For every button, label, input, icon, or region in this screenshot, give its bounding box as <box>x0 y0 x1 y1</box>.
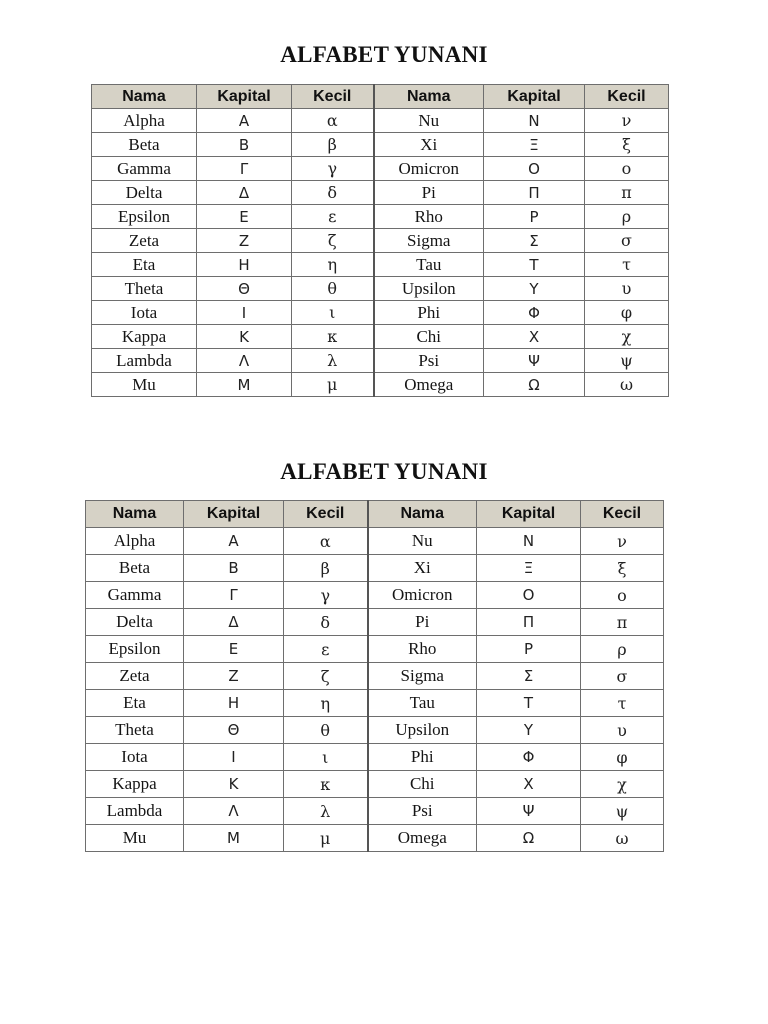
lowercase-letter: ρ <box>581 636 664 663</box>
lowercase-letter: ο <box>585 157 669 181</box>
capital-letter: Ε <box>197 205 292 229</box>
letter-name: Theta <box>86 717 184 744</box>
capital-letter: Ψ <box>484 349 585 373</box>
letter-name: Sigma <box>374 229 484 253</box>
letter-name: Nu <box>368 528 477 555</box>
letter-name: Gamma <box>92 157 197 181</box>
letter-name: Beta <box>86 555 184 582</box>
capital-letter: Β <box>184 555 284 582</box>
capital-letter: Π <box>484 181 585 205</box>
lowercase-letter: η <box>284 690 368 717</box>
column-header-name: Nama <box>368 501 477 528</box>
table-row <box>86 636 664 663</box>
capital-letter: Ι <box>184 744 284 771</box>
lowercase-letter: δ <box>292 181 374 205</box>
capital-letter: Λ <box>197 349 292 373</box>
letter-name: Chi <box>374 325 484 349</box>
table-row <box>86 717 664 744</box>
capital-letter: Ω <box>484 373 585 397</box>
letter-name: Pi <box>374 181 484 205</box>
lowercase-letter: ψ <box>585 349 669 373</box>
document-title: ALFABET YUNANI <box>280 42 488 67</box>
column-header-capital: Kapital <box>484 85 585 109</box>
lowercase-letter: φ <box>581 744 664 771</box>
column-header-name: Nama <box>374 85 484 109</box>
lowercase-letter: ψ <box>581 798 664 825</box>
letter-name: Eta <box>92 253 197 277</box>
lowercase-letter: τ <box>585 253 669 277</box>
letter-name: Tau <box>368 690 477 717</box>
capital-letter: Κ <box>197 325 292 349</box>
capital-letter: Μ <box>197 373 292 397</box>
capital-letter: Γ <box>184 582 284 609</box>
capital-letter: Γ <box>197 157 292 181</box>
letter-name: Mu <box>86 825 184 852</box>
table-row <box>92 325 669 349</box>
column-header-lowercase: Kecil <box>581 501 664 528</box>
table-row <box>86 744 664 771</box>
capital-letter: Υ <box>484 277 585 301</box>
lowercase-letter: τ <box>581 690 664 717</box>
lowercase-letter: β <box>292 133 374 157</box>
capital-letter: Δ <box>197 181 292 205</box>
lowercase-letter: λ <box>284 798 368 825</box>
capital-letter: Ν <box>477 528 581 555</box>
capital-letter: Μ <box>184 825 284 852</box>
column-header-name: Nama <box>92 85 197 109</box>
lowercase-letter: ω <box>585 373 669 397</box>
letter-name: Phi <box>374 301 484 325</box>
letter-name: Delta <box>92 181 197 205</box>
capital-letter: Η <box>184 690 284 717</box>
table-row <box>92 229 669 253</box>
capital-letter: Χ <box>484 325 585 349</box>
document-title: ALFABET YUNANI <box>280 459 488 484</box>
header-row <box>92 85 669 109</box>
lowercase-letter: ε <box>292 205 374 229</box>
capital-letter: Ι <box>197 301 292 325</box>
letter-name: Xi <box>374 133 484 157</box>
capital-letter: Α <box>184 528 284 555</box>
lowercase-letter: χ <box>581 771 664 798</box>
column-header-lowercase: Kecil <box>292 85 374 109</box>
letter-name: Xi <box>368 555 477 582</box>
capital-letter: Δ <box>184 609 284 636</box>
lowercase-letter: σ <box>585 229 669 253</box>
capital-letter: Ε <box>184 636 284 663</box>
greek-alphabet-table <box>85 500 664 852</box>
letter-name: Rho <box>374 205 484 229</box>
capital-letter: Β <box>197 133 292 157</box>
letter-name: Sigma <box>368 663 477 690</box>
letter-name: Gamma <box>86 582 184 609</box>
capital-letter: Ζ <box>184 663 284 690</box>
letter-name: Delta <box>86 609 184 636</box>
lowercase-letter: α <box>284 528 368 555</box>
column-header-capital: Kapital <box>184 501 284 528</box>
table-row <box>92 157 669 181</box>
lowercase-letter: ν <box>581 528 664 555</box>
capital-letter: Α <box>197 109 292 133</box>
capital-letter: Κ <box>184 771 284 798</box>
lowercase-letter: ζ <box>284 663 368 690</box>
letter-name: Phi <box>368 744 477 771</box>
lowercase-letter: ω <box>581 825 664 852</box>
table-row <box>86 798 664 825</box>
column-header-capital: Kapital <box>197 85 292 109</box>
letter-name: Lambda <box>86 798 184 825</box>
capital-letter: Σ <box>484 229 585 253</box>
lowercase-letter: ι <box>292 301 374 325</box>
letter-name: Iota <box>92 301 197 325</box>
letter-name: Upsilon <box>368 717 477 744</box>
lowercase-letter: ι <box>284 744 368 771</box>
letter-name: Epsilon <box>92 205 197 229</box>
lowercase-letter: ο <box>581 582 664 609</box>
table-row <box>92 253 669 277</box>
table-header <box>92 85 669 109</box>
table-row <box>92 205 669 229</box>
capital-letter: Ο <box>484 157 585 181</box>
capital-letter: Θ <box>197 277 292 301</box>
table-row <box>92 133 669 157</box>
letter-name: Psi <box>374 349 484 373</box>
column-header-lowercase: Kecil <box>284 501 368 528</box>
lowercase-letter: θ <box>284 717 368 744</box>
lowercase-letter: ρ <box>585 205 669 229</box>
capital-letter: Ν <box>484 109 585 133</box>
capital-letter: Τ <box>484 253 585 277</box>
capital-letter: Ζ <box>197 229 292 253</box>
letter-name: Omega <box>374 373 484 397</box>
capital-letter: Ρ <box>477 636 581 663</box>
letter-name: Omicron <box>368 582 477 609</box>
letter-name: Zeta <box>92 229 197 253</box>
table-row <box>86 825 664 852</box>
letter-name: Mu <box>92 373 197 397</box>
table-row <box>92 349 669 373</box>
table-row <box>86 609 664 636</box>
letter-name: Alpha <box>92 109 197 133</box>
letter-name: Rho <box>368 636 477 663</box>
capital-letter: Ψ <box>477 798 581 825</box>
letter-name: Iota <box>86 744 184 771</box>
lowercase-letter: κ <box>284 771 368 798</box>
lowercase-letter: μ <box>284 825 368 852</box>
lowercase-letter: λ <box>292 349 374 373</box>
letter-name: Omicron <box>374 157 484 181</box>
lowercase-letter: α <box>292 109 374 133</box>
letter-name: Chi <box>368 771 477 798</box>
lowercase-letter: σ <box>581 663 664 690</box>
capital-letter: Λ <box>184 798 284 825</box>
lowercase-letter: θ <box>292 277 374 301</box>
table-row <box>92 181 669 205</box>
lowercase-letter: π <box>581 609 664 636</box>
lowercase-letter: ε <box>284 636 368 663</box>
letter-name: Omega <box>368 825 477 852</box>
lowercase-letter: ξ <box>581 555 664 582</box>
table-body <box>86 528 664 852</box>
capital-letter: Π <box>477 609 581 636</box>
lowercase-letter: ζ <box>292 229 374 253</box>
table-row <box>86 555 664 582</box>
table-row <box>86 663 664 690</box>
lowercase-letter: υ <box>581 717 664 744</box>
table-row <box>92 373 669 397</box>
letter-name: Zeta <box>86 663 184 690</box>
lowercase-letter: π <box>585 181 669 205</box>
table-row <box>86 582 664 609</box>
capital-letter: Ω <box>477 825 581 852</box>
table-row <box>92 301 669 325</box>
letter-name: Eta <box>86 690 184 717</box>
capital-letter: Ο <box>477 582 581 609</box>
letter-name: Epsilon <box>86 636 184 663</box>
capital-letter: Σ <box>477 663 581 690</box>
table-row <box>92 277 669 301</box>
letter-name: Kappa <box>92 325 197 349</box>
lowercase-letter: δ <box>284 609 368 636</box>
lowercase-letter: ν <box>585 109 669 133</box>
letter-name: Tau <box>374 253 484 277</box>
lowercase-letter: κ <box>292 325 374 349</box>
letter-name: Upsilon <box>374 277 484 301</box>
capital-letter: Η <box>197 253 292 277</box>
table-row <box>86 771 664 798</box>
lowercase-letter: χ <box>585 325 669 349</box>
letter-name: Pi <box>368 609 477 636</box>
table-row <box>86 690 664 717</box>
lowercase-letter: μ <box>292 373 374 397</box>
letter-name: Alpha <box>86 528 184 555</box>
capital-letter: Θ <box>184 717 284 744</box>
column-header-capital: Kapital <box>477 501 581 528</box>
letter-name: Beta <box>92 133 197 157</box>
capital-letter: Τ <box>477 690 581 717</box>
letter-name: Psi <box>368 798 477 825</box>
lowercase-letter: ξ <box>585 133 669 157</box>
capital-letter: Υ <box>477 717 581 744</box>
letter-name: Nu <box>374 109 484 133</box>
lowercase-letter: υ <box>585 277 669 301</box>
lowercase-letter: γ <box>292 157 374 181</box>
column-header-lowercase: Kecil <box>585 85 669 109</box>
lowercase-letter: η <box>292 253 374 277</box>
lowercase-letter: β <box>284 555 368 582</box>
lowercase-letter: γ <box>284 582 368 609</box>
table-header <box>86 501 664 528</box>
column-header-name: Nama <box>86 501 184 528</box>
table-row <box>86 528 664 555</box>
table-body <box>92 109 669 397</box>
letter-name: Lambda <box>92 349 197 373</box>
letter-name: Kappa <box>86 771 184 798</box>
capital-letter: Φ <box>477 744 581 771</box>
capital-letter: Ξ <box>477 555 581 582</box>
capital-letter: Ρ <box>484 205 585 229</box>
lowercase-letter: φ <box>585 301 669 325</box>
capital-letter: Φ <box>484 301 585 325</box>
header-row <box>86 501 664 528</box>
letter-name: Theta <box>92 277 197 301</box>
capital-letter: Ξ <box>484 133 585 157</box>
capital-letter: Χ <box>477 771 581 798</box>
greek-alphabet-table <box>91 84 669 397</box>
table-row <box>92 109 669 133</box>
